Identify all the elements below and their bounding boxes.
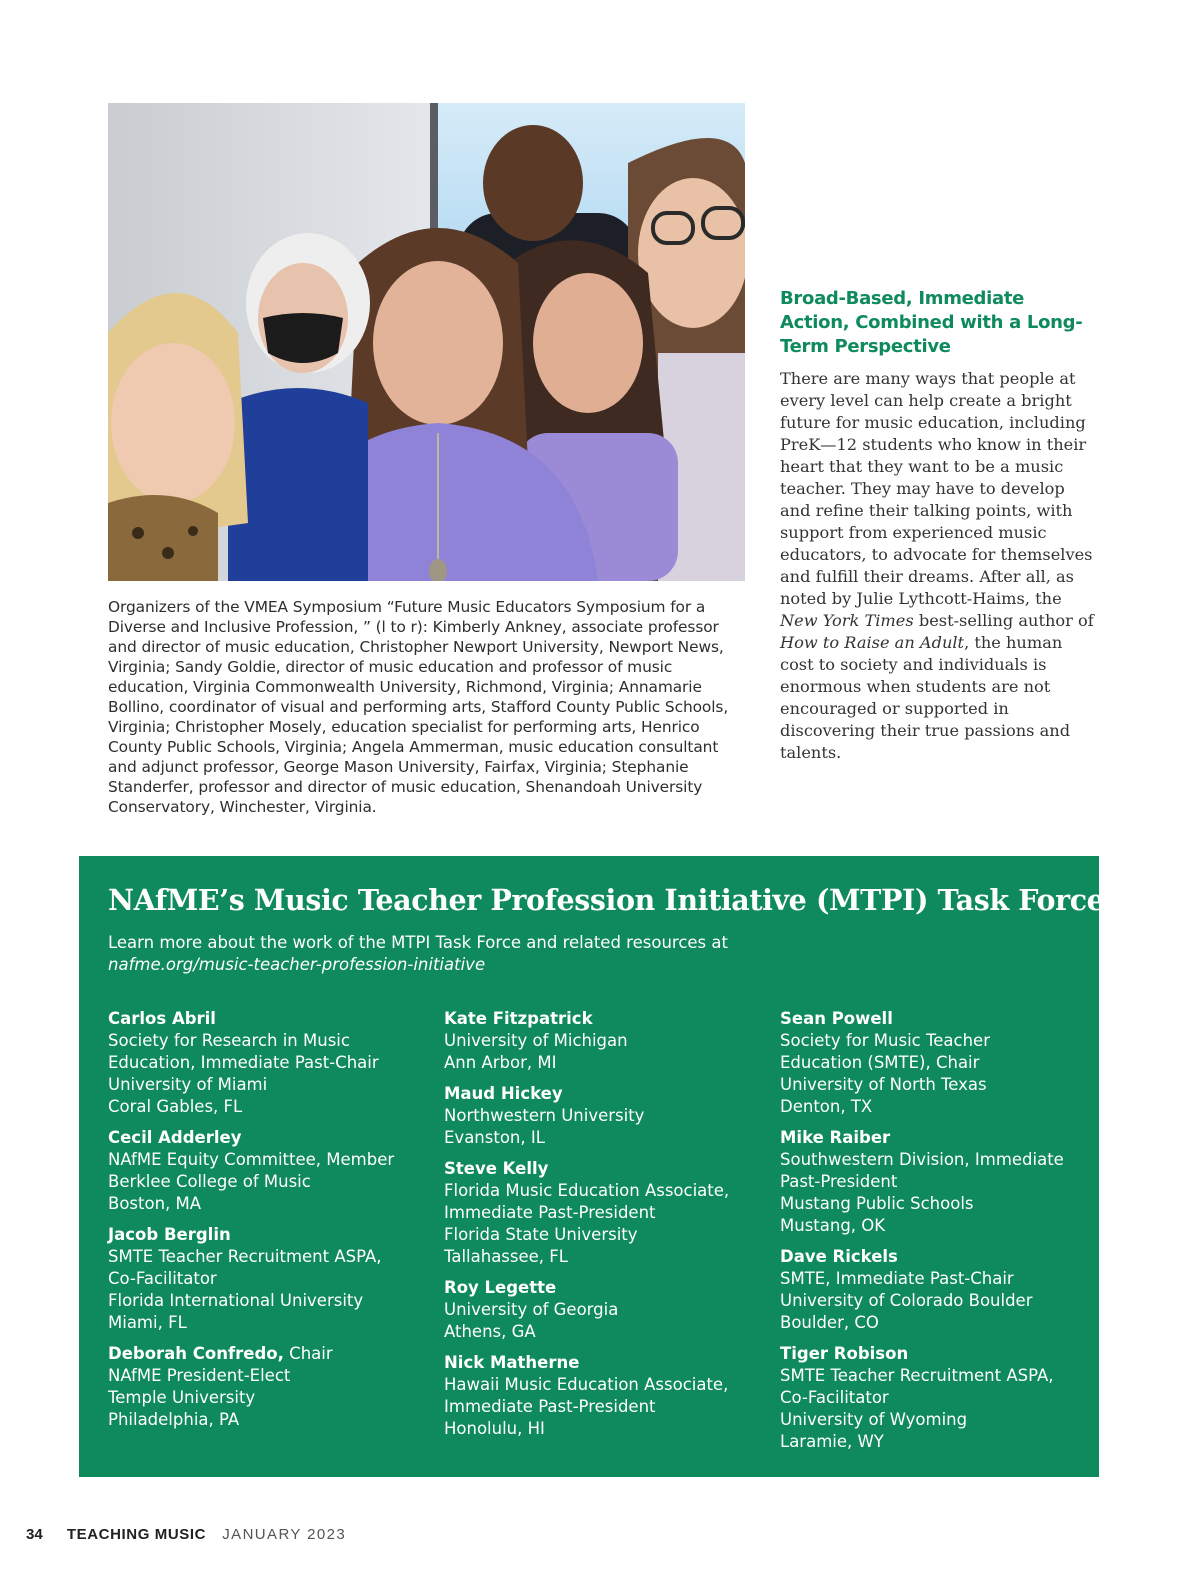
member-entry — [444, 1158, 764, 1268]
member-detail: NAfME Equity Committee, Member — [108, 1150, 395, 1169]
member-name-text: Steve Kelly — [444, 1159, 549, 1178]
sidebar-body — [780, 368, 1095, 764]
member-entry — [108, 1127, 428, 1215]
member-detail: Mustang Public Schools — [780, 1194, 974, 1213]
member-detail: Co-Facilitator — [780, 1388, 889, 1407]
task-force-box — [79, 856, 1105, 1477]
member-name — [444, 1352, 764, 1374]
member-name — [108, 1127, 428, 1149]
task-force-title: NAfME’s Music Teacher Profession Initiative (MTPI) Task Force — [108, 883, 1105, 917]
member-name — [108, 1008, 428, 1030]
member-detail: Laramie, WY — [780, 1432, 884, 1451]
member-role: Chair — [283, 1344, 333, 1363]
member-name — [444, 1158, 764, 1180]
member-detail: University of Colorado Boulder — [780, 1291, 1033, 1310]
member-detail: Education (SMTE), Chair — [780, 1053, 980, 1072]
member-column-2 — [444, 1008, 764, 1449]
member-detail: Hawaii Music Education Associate, — [444, 1375, 729, 1394]
nyt-title: New York Times — [780, 611, 914, 630]
member-detail: Tallahassee, FL — [444, 1247, 568, 1266]
member-detail: University of North Texas — [780, 1075, 987, 1094]
member-name-text: Jacob Berglin — [108, 1225, 231, 1244]
member-name-text: Tiger Robison — [780, 1344, 909, 1363]
member-entry — [108, 1224, 428, 1334]
member-name — [444, 1008, 764, 1030]
page-number: 34 — [26, 1526, 43, 1543]
member-detail: University of Miami — [108, 1075, 268, 1094]
member-detail: Immediate Past-President — [444, 1397, 656, 1416]
sidebar-article — [780, 287, 1095, 764]
member-detail: Boston, MA — [108, 1194, 202, 1213]
member-name-text: Deborah Confredo, — [108, 1344, 284, 1363]
member-detail: Society for Music Teacher — [780, 1031, 990, 1050]
member-name-text: Mike Raiber — [780, 1128, 891, 1147]
task-force-link[interactable]: nafme.org/music-teacher-profession-initiative — [108, 955, 486, 974]
member-entry — [444, 1277, 764, 1343]
member-column-3 — [780, 1008, 1100, 1462]
member-detail: Temple University — [108, 1388, 256, 1407]
member-detail: Florida International University — [108, 1291, 364, 1310]
member-name-text: Roy Legette — [444, 1278, 557, 1297]
member-name — [780, 1008, 1100, 1030]
member-name-text: Maud Hickey — [444, 1084, 563, 1103]
member-entry — [780, 1008, 1100, 1118]
member-entry — [444, 1352, 764, 1440]
member-detail: SMTE, Immediate Past-Chair — [780, 1269, 1014, 1288]
member-detail: Education, Immediate Past-Chair — [108, 1053, 379, 1072]
member-name — [780, 1343, 1100, 1365]
member-detail: SMTE Teacher Recruitment ASPA, — [780, 1366, 1054, 1385]
member-detail: University of Georgia — [444, 1300, 619, 1319]
member-entry — [108, 1008, 428, 1118]
book-title: How to Raise an Adult — [780, 633, 965, 652]
member-name — [780, 1127, 1100, 1149]
member-name-text: Carlos Abril — [108, 1009, 216, 1028]
member-entry — [780, 1343, 1100, 1453]
member-detail: Miami, FL — [108, 1313, 187, 1332]
member-detail: Northwestern University — [444, 1106, 645, 1125]
member-detail: Immediate Past-President — [444, 1203, 656, 1222]
member-detail: Evanston, IL — [444, 1128, 545, 1147]
member-detail: Coral Gables, FL — [108, 1097, 243, 1116]
member-name-text: Kate Fitzpatrick — [444, 1009, 593, 1028]
member-detail: Florida Music Education Associate, — [444, 1181, 730, 1200]
member-name-text: Dave Rickels — [780, 1247, 898, 1266]
page-footer — [26, 1525, 346, 1545]
member-detail: Southwestern Division, Immediate — [780, 1150, 1064, 1169]
group-photo — [108, 103, 745, 581]
member-name-text: Cecil Adderley — [108, 1128, 242, 1147]
member-name — [108, 1343, 428, 1365]
member-detail: Boulder, CO — [780, 1313, 879, 1332]
sidebar-heading: Broad-Based, Immediate Action, Combined with a Long-Term Perspective — [780, 288, 1083, 357]
member-detail: Athens, GA — [444, 1322, 536, 1341]
member-entry — [108, 1343, 428, 1431]
member-detail: University of Wyoming — [780, 1410, 968, 1429]
sidebar-body-part1: There are many ways that people at every level can help create a bright future for music education, including PreK—12 students who know in their heart that they want to be a music teacher. They may have to develop and refine their talking points, with support from experienced music educators, to advocate for themselves and fulfill their dreams. After all, as noted by Julie Lythcott-Haims, the — [780, 369, 1093, 608]
member-name — [444, 1083, 764, 1105]
member-detail: NAfME President-Elect — [108, 1366, 291, 1385]
group-selfie-photo-icon — [108, 103, 745, 581]
member-detail: Ann Arbor, MI — [444, 1053, 557, 1072]
intro-text: Learn more about the work of the MTPI Task Force and related resources at — [108, 933, 728, 952]
member-detail: SMTE Teacher Recruitment ASPA, — [108, 1247, 382, 1266]
member-name — [780, 1246, 1100, 1268]
member-detail: Denton, TX — [780, 1097, 873, 1116]
magazine-name: TEACHING MUSIC — [66, 1526, 207, 1543]
sidebar-body-part3: , the human cost to society and individuals is enormous when students are not encouraged or supported in discovering their true passions and talents. — [780, 633, 1071, 762]
sidebar-body-part2: best-selling author of — [913, 611, 1094, 630]
member-detail: Co-Facilitator — [108, 1269, 217, 1288]
member-entry — [780, 1127, 1100, 1237]
member-name — [108, 1224, 428, 1246]
member-entry — [444, 1008, 764, 1074]
member-entry — [780, 1246, 1100, 1334]
member-entry — [444, 1083, 764, 1149]
member-detail: Florida State University — [444, 1225, 638, 1244]
task-force-intro — [108, 932, 808, 976]
member-detail: Philadelphia, PA — [108, 1410, 240, 1429]
member-name-text: Nick Matherne — [444, 1353, 580, 1372]
member-detail: Mustang, OK — [780, 1216, 886, 1235]
member-detail: Berklee College of Music — [108, 1172, 311, 1191]
member-name — [444, 1277, 764, 1299]
photo-caption: Organizers of the VMEA Symposium “Future Music Educators Symposium for a Diverse and Inclusive Profession, ” (l to r): Kimberly Ankney, associate professor and director of music education, Christopher Newport University, Newport News, Virginia; Sandy Goldie, director of music education and professor of music education, Virginia Commonwealth University, Richmond, Virginia; Annamarie Bollino, coordinator of visual and performing arts, Stafford County Public Schools, Virginia; Christopher Mosely, education specialist for performing arts, Henrico County Public Schools, Virginia; Angela Ammerman, music education consultant and adjunct professor, George Mason University, Fairfax, Virginia; Stephanie Standerfer, professor and director of music education, Shenandoah University Conservatory, Winchester, Virginia. — [108, 598, 729, 816]
member-detail: Society for Research in Music — [108, 1031, 350, 1050]
member-name-text: Sean Powell — [780, 1009, 893, 1028]
member-detail: Past-President — [780, 1172, 898, 1191]
issue-date: JANUARY 2023 — [222, 1526, 347, 1543]
member-column-1 — [108, 1008, 428, 1440]
member-detail: University of Michigan — [444, 1031, 628, 1050]
member-detail: Honolulu, HI — [444, 1419, 545, 1438]
